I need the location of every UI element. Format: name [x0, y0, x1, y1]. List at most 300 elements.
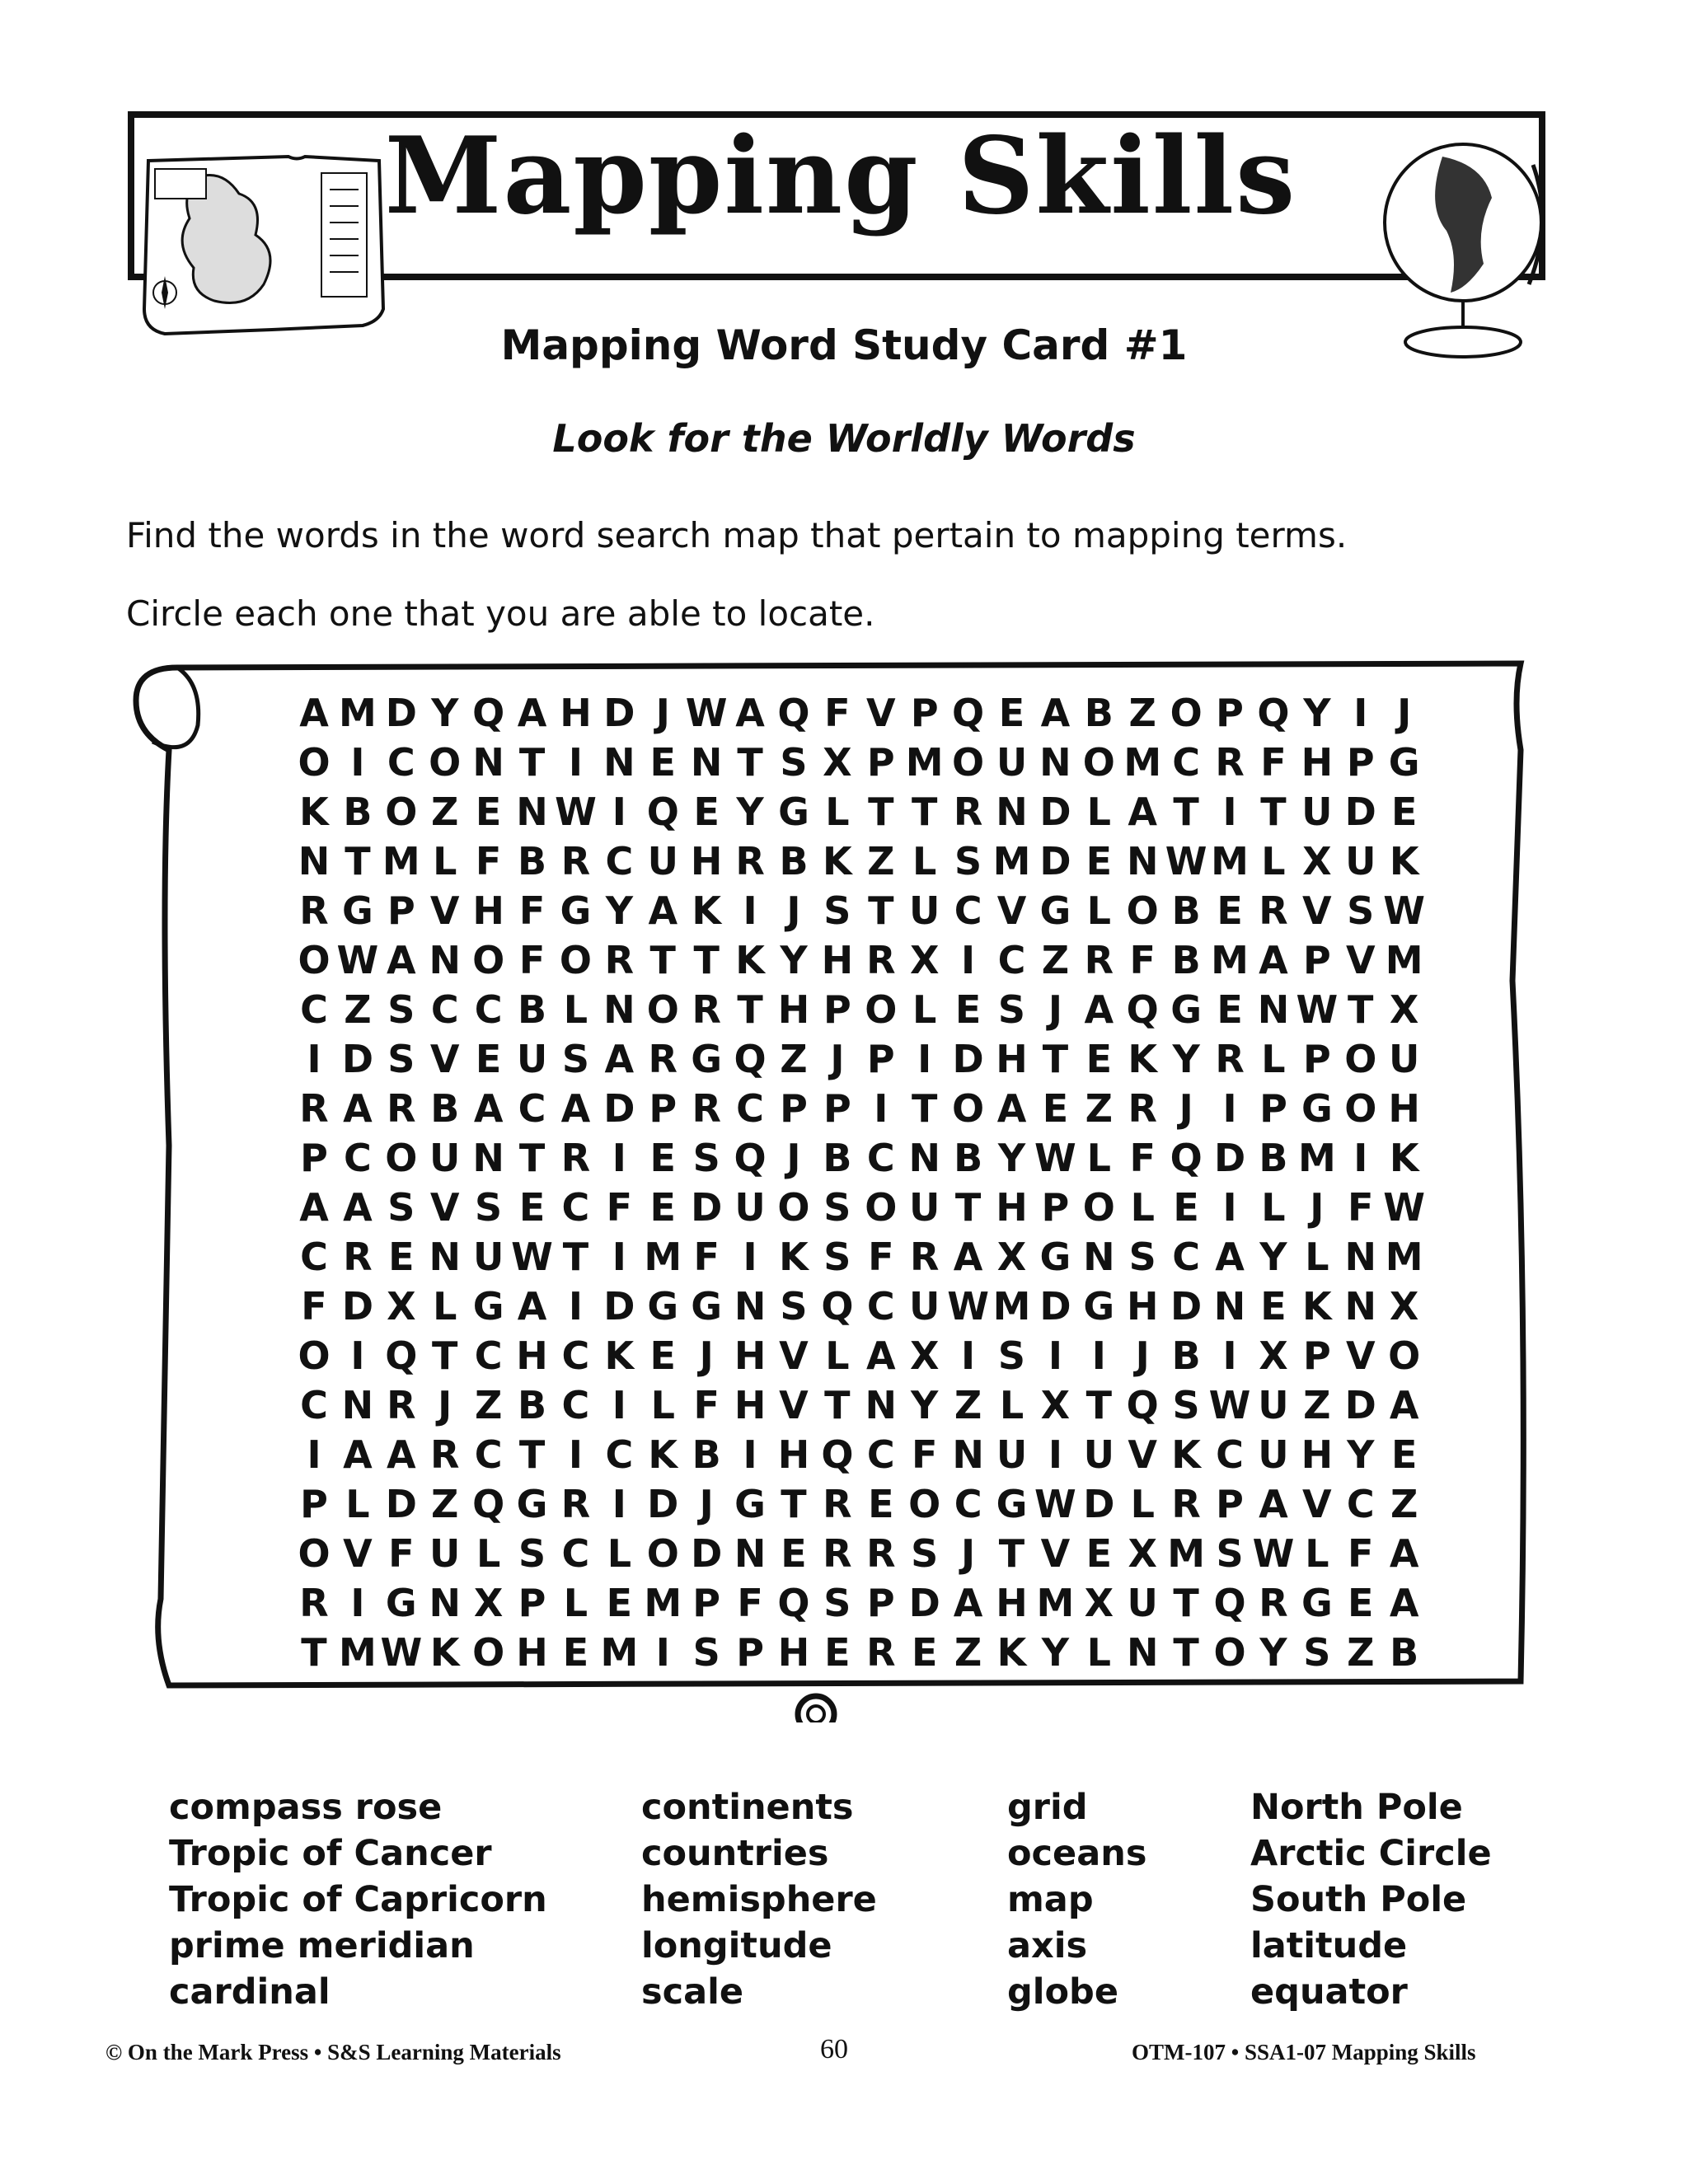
grid-letter: D: [691, 1531, 723, 1576]
grid-letter: O: [1344, 1037, 1377, 1081]
grid-letter: K: [692, 888, 721, 933]
grid-letter: V: [779, 1333, 809, 1378]
grid-letter: P: [1041, 1185, 1070, 1230]
grid-letter: P: [1302, 1333, 1331, 1378]
grid-letter: G: [1301, 1581, 1333, 1625]
grid-letter: D: [647, 1482, 679, 1526]
grid-letter: E: [868, 1482, 894, 1526]
grid-letter: T: [1348, 987, 1374, 1032]
grid-letter: A: [1215, 1235, 1245, 1279]
grid-letter: R: [953, 790, 983, 834]
grid-letter: J: [699, 1482, 714, 1526]
grid-letter: I: [1048, 1432, 1062, 1477]
word-bank-item: oceans: [1007, 1833, 1147, 1874]
grid-letter: S: [997, 1333, 1026, 1378]
grid-row: [293, 1479, 1426, 1529]
grid-letter: A: [1389, 1383, 1419, 1427]
grid-letter: L: [607, 1531, 631, 1576]
grid-letter: E: [1173, 1185, 1199, 1230]
grid-letter: L: [1086, 888, 1111, 933]
grid-letter: W: [947, 1284, 989, 1329]
grid-letter: I: [961, 1333, 976, 1378]
grid-letter: U: [1301, 790, 1333, 834]
grid-letter: X: [1084, 1581, 1114, 1625]
grid-letter: C: [387, 740, 415, 785]
grid-letter: D: [908, 1581, 940, 1625]
grid-letter: A: [1389, 1581, 1419, 1625]
grid-letter: H: [1301, 740, 1334, 785]
grid-letter: A: [648, 888, 678, 933]
grid-letter: M: [644, 1581, 682, 1625]
grid-letter: R: [1128, 1086, 1157, 1131]
footer-copyright: © On the Mark Press • S&S Learning Materials: [106, 2040, 561, 2064]
grid-letter: F: [475, 839, 502, 883]
grid-letter: R: [1259, 1581, 1288, 1625]
word-bank-item: prime meridian: [169, 1925, 475, 1966]
grid-letter: K: [996, 1630, 1027, 1675]
grid-letter: V: [429, 1185, 460, 1230]
grid-letter: V: [779, 1383, 809, 1427]
grid-letter: H: [1126, 1284, 1159, 1329]
grid-letter: H: [690, 839, 723, 883]
grid-letter: C: [300, 1383, 328, 1427]
grid-letter: Q: [777, 1581, 810, 1625]
grid-letter: I: [612, 790, 626, 834]
grid-letter: E: [1390, 790, 1418, 834]
grid-letter: R: [387, 1383, 416, 1427]
grid-letter: U: [1083, 1432, 1114, 1477]
grid-letter: O: [1344, 1086, 1377, 1131]
grid-row: [293, 886, 1426, 935]
page-number: 60: [820, 2034, 848, 2064]
grid-letter: N: [603, 987, 635, 1032]
grid-letter: L: [1261, 839, 1286, 883]
grid-letter: D: [603, 1284, 635, 1329]
grid-letter: G: [778, 790, 809, 834]
grid-letter: T: [998, 1531, 1025, 1576]
grid-row: [293, 1628, 1426, 1677]
grid-letter: F: [868, 1235, 894, 1279]
grid-letter: X: [1259, 1333, 1288, 1378]
grid-letter: C: [561, 1333, 590, 1378]
grid-letter: R: [692, 987, 721, 1032]
grid-letter: W: [380, 1630, 423, 1675]
grid-letter: W: [336, 938, 379, 982]
grid-letter: R: [1084, 938, 1114, 982]
grid-letter: Q: [821, 1284, 854, 1329]
grid-row: [293, 1529, 1426, 1578]
grid-letter: I: [874, 1086, 889, 1131]
grid-letter: J: [438, 1383, 452, 1427]
grid-letter: I: [612, 1136, 626, 1180]
grid-letter: E: [518, 1185, 546, 1230]
grid-letter: E: [693, 790, 720, 834]
grid-letter: C: [1216, 1432, 1244, 1477]
grid-letter: B: [343, 790, 373, 834]
grid-letter: O: [298, 1333, 331, 1378]
word-bank-item: cardinal: [169, 1971, 331, 2013]
grid-letter: A: [1084, 987, 1114, 1032]
grid-letter: Q: [385, 1333, 418, 1378]
grid-letter: C: [954, 888, 982, 933]
grid-letter: E: [649, 740, 676, 785]
grid-letter: X: [1128, 1531, 1157, 1576]
grid-letter: T: [432, 1333, 458, 1378]
grid-letter: D: [341, 1284, 373, 1329]
grid-letter: U: [516, 1037, 548, 1081]
grid-letter: M: [1123, 740, 1162, 785]
grid-letter: R: [299, 888, 329, 933]
grid-letter: U: [734, 1185, 766, 1230]
grid-letter: P: [387, 888, 415, 933]
grid-letter: K: [735, 938, 765, 982]
grid-letter: T: [1042, 1037, 1069, 1081]
grid-letter: S: [954, 839, 982, 883]
grid-letter: O: [559, 938, 592, 982]
grid-letter: H: [1301, 1432, 1334, 1477]
grid-letter: Z: [1347, 1630, 1375, 1675]
grid-letter: E: [649, 1136, 676, 1180]
grid-letter: Q: [646, 790, 679, 834]
grid-letter: R: [823, 1531, 852, 1576]
grid-letter: M: [1297, 1136, 1336, 1180]
grid-letter: O: [385, 790, 418, 834]
grid-letter: Q: [472, 691, 505, 735]
card-title: Mapping Word Study Card #1: [500, 321, 1188, 369]
grid-letter: S: [780, 1284, 808, 1329]
grid-letter: V: [865, 691, 896, 735]
grid-letter: I: [350, 1581, 365, 1625]
grid-letter: R: [692, 1086, 721, 1131]
grid-letter: U: [1345, 839, 1376, 883]
grid-letter: L: [1086, 1630, 1111, 1675]
grid-letter: B: [1171, 938, 1201, 982]
grid-letter: R: [866, 1531, 896, 1576]
grid-letter: O: [472, 1630, 505, 1675]
grid-letter: R: [430, 1432, 460, 1477]
grid-letter: F: [911, 1432, 938, 1477]
grid-letter: E: [1042, 1086, 1069, 1131]
grid-letter: B: [1084, 691, 1114, 735]
grid-row: [293, 787, 1426, 837]
grid-letter: H: [996, 1037, 1028, 1081]
grid-letter: L: [1305, 1531, 1329, 1576]
grid-letter: M: [339, 691, 377, 735]
grid-letter: T: [824, 1383, 851, 1427]
grid-row: [293, 1133, 1426, 1183]
grid-letter: C: [605, 839, 634, 883]
grid-letter: S: [387, 987, 415, 1032]
grid-letter: M: [1167, 1531, 1206, 1576]
grid-letter: A: [1040, 691, 1071, 735]
word-bank-column: [1007, 1784, 1146, 2015]
instruction-text: Circle each one that you are able to locate.: [126, 593, 875, 634]
grid-letter: B: [1259, 1136, 1288, 1180]
grid-row: [293, 688, 1426, 738]
grid-letter: H: [821, 938, 854, 982]
grid-letter: P: [866, 1037, 895, 1081]
grid-letter: F: [824, 691, 851, 735]
grid-letter: H: [560, 691, 592, 735]
grid-letter: W: [1034, 1136, 1076, 1180]
grid-letter: G: [342, 888, 373, 933]
grid-row: [293, 1430, 1426, 1479]
grid-letter: R: [866, 938, 896, 982]
grid-letter: Y: [911, 1383, 939, 1427]
grid-letter: W: [1034, 1482, 1076, 1526]
grid-letter: P: [1346, 740, 1375, 785]
grid-letter: I: [568, 740, 583, 785]
word-bank-column: [169, 1784, 547, 2015]
grid-letter: K: [1128, 1037, 1158, 1081]
grid-letter: K: [299, 790, 329, 834]
grid-letter: W: [1296, 987, 1339, 1032]
grid-letter: A: [343, 1185, 373, 1230]
grid-letter: C: [866, 1136, 895, 1180]
grid-letter: E: [1217, 987, 1243, 1032]
grid-letter: H: [472, 888, 504, 933]
grid-row: [293, 1232, 1426, 1282]
grid-letter: R: [299, 1086, 329, 1131]
grid-letter: P: [1302, 938, 1331, 982]
grid-letter: B: [954, 1136, 983, 1180]
grid-letter: C: [300, 987, 328, 1032]
grid-letter: P: [780, 1086, 808, 1131]
grid-letter: X: [1302, 839, 1332, 883]
grid-letter: G: [1039, 888, 1071, 933]
grid-letter: A: [1259, 938, 1288, 982]
grid-letter: R: [1259, 888, 1288, 933]
grid-letter: N: [865, 1383, 898, 1427]
grid-letter: E: [954, 987, 982, 1032]
grid-letter: Y: [1172, 1037, 1200, 1081]
grid-letter: O: [952, 740, 985, 785]
grid-letter: P: [736, 1630, 764, 1675]
grid-letter: J: [1048, 987, 1062, 1032]
grid-letter: V: [429, 888, 460, 933]
grid-letter: N: [429, 1235, 461, 1279]
grid-letter: F: [388, 1531, 415, 1576]
grid-letter: C: [300, 1235, 328, 1279]
grid-letter: P: [518, 1581, 546, 1625]
grid-row: [293, 1578, 1426, 1628]
word-bank-item: South Pole: [1250, 1879, 1467, 1920]
grid-letter: T: [562, 1235, 589, 1279]
word-bank-item: axis: [1007, 1925, 1088, 1966]
grid-letter: C: [561, 1383, 590, 1427]
grid-letter: Q: [1126, 1383, 1159, 1427]
grid-letter: H: [996, 1185, 1028, 1230]
grid-letter: L: [650, 1383, 675, 1427]
grid-letter: C: [866, 1284, 895, 1329]
grid-letter: A: [299, 1185, 329, 1230]
grid-letter: O: [777, 1185, 810, 1230]
grid-letter: F: [1348, 1185, 1374, 1230]
grid-letter: R: [1215, 1037, 1245, 1081]
grid-letter: U: [1258, 1432, 1289, 1477]
grid-letter: X: [1040, 1383, 1071, 1427]
grid-letter: E: [388, 1235, 415, 1279]
grid-letter: I: [307, 1432, 321, 1477]
grid-letter: J: [655, 691, 670, 735]
grid-letter: W: [1208, 1383, 1251, 1427]
grid-letter: V: [1128, 1432, 1158, 1477]
grid-letter: F: [518, 938, 546, 982]
grid-letter: V: [1040, 1531, 1071, 1576]
grid-letter: L: [1261, 1185, 1286, 1230]
grid-letter: T: [1173, 1630, 1199, 1675]
grid-letter: S: [1172, 1383, 1200, 1427]
grid-letter: E: [1260, 1284, 1287, 1329]
grid-letter: C: [954, 1482, 982, 1526]
grid-letter: Y: [1041, 1630, 1070, 1675]
grid-letter: H: [777, 987, 810, 1032]
grid-letter: D: [1039, 790, 1071, 834]
footer-series: OTM-107 • SSA1-07 Mapping Skills: [1132, 2040, 1476, 2064]
grid-letter: R: [823, 1482, 852, 1526]
word-bank-column: [641, 1784, 877, 2015]
grid-letter: B: [779, 839, 809, 883]
grid-letter: K: [429, 1630, 460, 1675]
grid-letter: T: [518, 740, 546, 785]
grid-letter: A: [517, 691, 547, 735]
grid-letter: R: [299, 1581, 329, 1625]
grid-letter: O: [298, 938, 331, 982]
grid-letter: H: [996, 1581, 1028, 1625]
grid-letter: E: [1085, 1531, 1113, 1576]
grid-letter: I: [1353, 691, 1368, 735]
grid-letter: S: [1216, 1531, 1244, 1576]
grid-letter: N: [1039, 740, 1071, 785]
grid-letter: A: [517, 1284, 547, 1329]
grid-letter: D: [1344, 790, 1376, 834]
grid-letter: J: [1397, 691, 1412, 735]
grid-letter: O: [1082, 740, 1115, 785]
grid-letter: E: [606, 1581, 633, 1625]
grid-letter: W: [1252, 1531, 1295, 1576]
grid-letter: Y: [997, 1136, 1026, 1180]
grid-letter: D: [1039, 1284, 1071, 1329]
grid-letter: L: [476, 1531, 501, 1576]
grid-letter: S: [1303, 1630, 1331, 1675]
grid-row: [293, 837, 1426, 886]
grid-letter: Z: [474, 1383, 503, 1427]
grid-letter: C: [474, 1333, 503, 1378]
grid-letter: C: [344, 1136, 372, 1180]
grid-letter: P: [1302, 1037, 1331, 1081]
grid-letter: E: [911, 1630, 938, 1675]
grid-letter: G: [1039, 1235, 1071, 1279]
grid-letter: I: [307, 1037, 321, 1081]
grid-letter: Y: [431, 691, 459, 735]
grid-letter: J: [1310, 1185, 1325, 1230]
grid-letter: F: [518, 888, 546, 933]
grid-letter: A: [473, 1086, 504, 1131]
grid-letter: O: [429, 740, 462, 785]
grid-letter: Q: [734, 1136, 767, 1180]
grid-letter: J: [961, 1531, 976, 1576]
grid-letter: Z: [867, 839, 895, 883]
grid-letter: O: [1170, 691, 1203, 735]
grid-letter: C: [1346, 1482, 1375, 1526]
grid-letter: S: [780, 740, 808, 785]
grid-letter: D: [1083, 1482, 1115, 1526]
grid-letter: J: [786, 888, 801, 933]
grid-letter: S: [387, 1037, 415, 1081]
grid-letter: Y: [605, 888, 633, 933]
grid-letter: M: [600, 1630, 639, 1675]
grid-row: [293, 1034, 1426, 1084]
grid-letter: E: [824, 1630, 851, 1675]
grid-letter: T: [868, 790, 894, 834]
grid-letter: G: [1170, 987, 1202, 1032]
grid-letter: L: [433, 1284, 457, 1329]
grid-letter: R: [1215, 740, 1245, 785]
grid-letter: I: [1091, 1333, 1106, 1378]
grid-letter: I: [568, 1284, 583, 1329]
grid-letter: A: [953, 1235, 983, 1279]
grid-letter: G: [734, 1482, 766, 1526]
grid-letter: N: [298, 839, 331, 883]
grid-letter: Z: [431, 1482, 459, 1526]
grid-letter: C: [997, 938, 1026, 982]
grid-letter: F: [301, 1284, 327, 1329]
grid-letter: D: [952, 1037, 984, 1081]
grid-letter: N: [1213, 1284, 1246, 1329]
grid-letter: G: [647, 1284, 679, 1329]
grid-letter: A: [343, 1432, 373, 1477]
grid-letter: U: [909, 1185, 940, 1230]
grid-letter: B: [692, 1432, 721, 1477]
grid-letter: D: [385, 691, 417, 735]
grid-letter: R: [1171, 1482, 1201, 1526]
grid-letter: S: [823, 888, 851, 933]
grid-letter: I: [350, 1333, 365, 1378]
grid-letter: A: [387, 938, 416, 982]
grid-letter: O: [908, 1482, 941, 1526]
grid-letter: Y: [1259, 1235, 1287, 1279]
grid-letter: L: [1130, 1482, 1155, 1526]
word-bank-column: [1250, 1784, 1492, 2015]
grid-letter: Q: [1126, 987, 1159, 1032]
grid-letter: Z: [431, 790, 459, 834]
grid-letter: Q: [472, 1482, 505, 1526]
grid-letter: S: [911, 1531, 939, 1576]
grid-letter: K: [823, 839, 852, 883]
grid-letter: D: [341, 1037, 373, 1081]
grid-letter: S: [518, 1531, 546, 1576]
word-search-grid: [293, 688, 1426, 1677]
grid-letter: O: [1126, 888, 1159, 933]
grid-letter: W: [1165, 839, 1207, 883]
grid-letter: W: [555, 790, 597, 834]
grid-letter: N: [908, 1136, 940, 1180]
grid-letter: W: [511, 1235, 553, 1279]
grid-letter: U: [647, 839, 678, 883]
grid-letter: X: [909, 938, 940, 982]
grid-letter: E: [649, 1185, 676, 1230]
grid-letter: M: [1385, 1235, 1423, 1279]
grid-letter: M: [905, 740, 944, 785]
grid-letter: F: [1129, 1136, 1156, 1180]
grid-letter: J: [786, 1136, 801, 1180]
grid-letter: B: [430, 1086, 460, 1131]
grid-letter: M: [382, 839, 420, 883]
grid-letter: E: [475, 1037, 502, 1081]
grid-row: [293, 985, 1426, 1034]
word-bank-item: continents: [641, 1787, 854, 1828]
grid-letter: A: [299, 691, 329, 735]
